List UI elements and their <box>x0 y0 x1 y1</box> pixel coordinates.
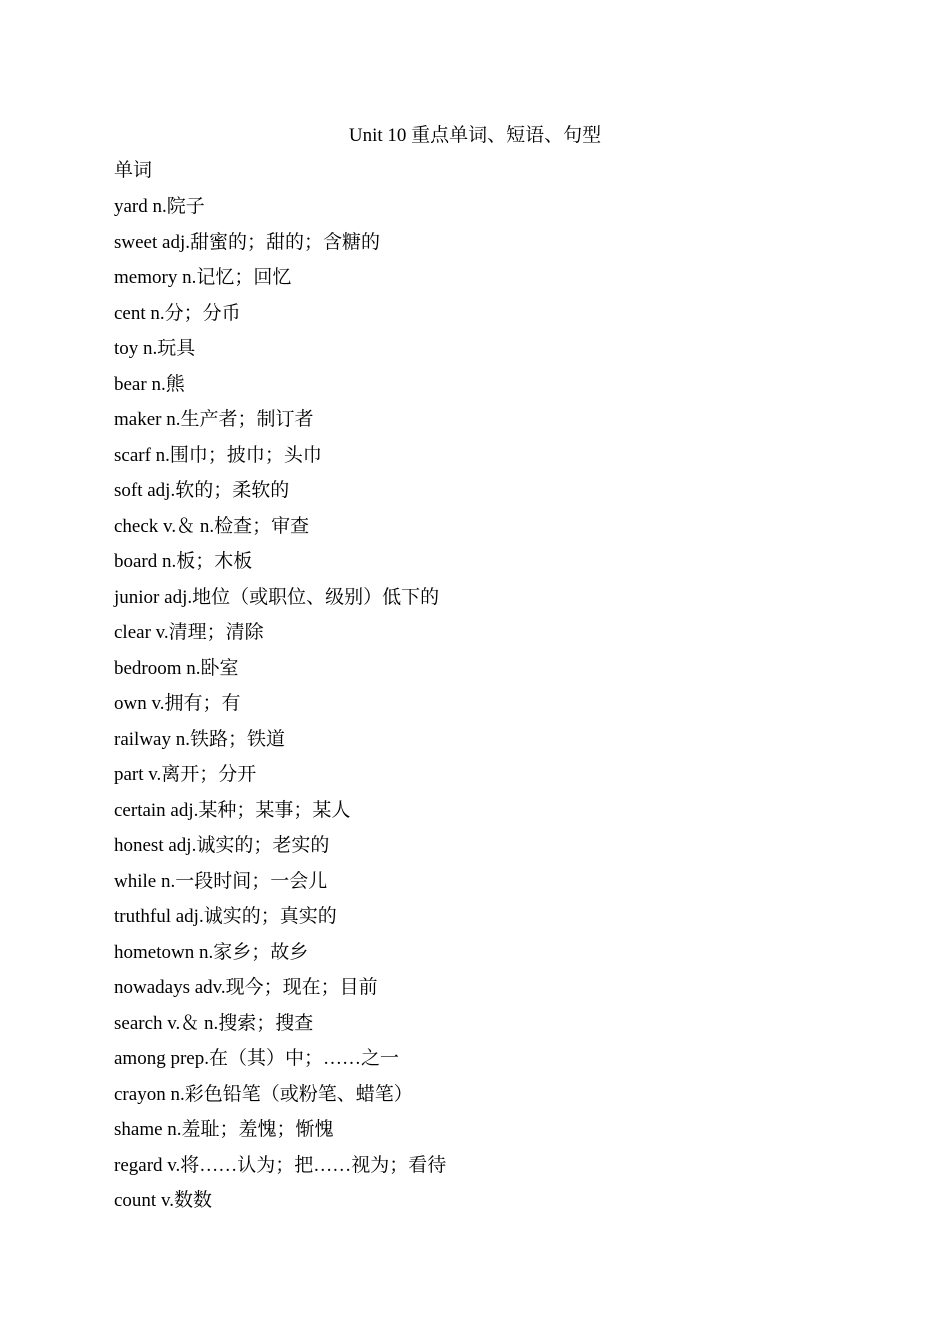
vocabulary-entry: board n.板；木板 <box>114 551 253 572</box>
section-heading-words: 单词 <box>114 160 153 181</box>
vocabulary-list <box>114 195 446 1225</box>
vocabulary-entry: bear n.熊 <box>114 373 185 395</box>
vocabulary-entry: soft adj.软的；柔软的 <box>114 480 290 501</box>
document-title: Unit 10 重点单词、短语、句型 <box>348 125 602 146</box>
vocabulary-entry: count v.数数 <box>114 1190 212 1211</box>
vocabulary-entry: scarf n.围巾；披巾；头巾 <box>114 444 322 466</box>
vocabulary-entry: railway n.铁路；铁道 <box>114 728 285 750</box>
vocabulary-entry: regard v.将……认为；把……视为；看待 <box>114 1154 447 1176</box>
vocabulary-entry: search v.＆ n.搜索；搜查 <box>114 1012 314 1034</box>
vocabulary-entry: yard n.院子 <box>114 196 205 217</box>
vocabulary-entry: maker n.生产者；制订者 <box>114 409 314 430</box>
vocabulary-entry: sweet adj.甜蜜的；甜的；含糖的 <box>114 231 380 253</box>
vocabulary-entry: honest adj.诚实的；老实的 <box>114 835 330 856</box>
vocabulary-entry: while n.一段时间；一会儿 <box>114 870 328 892</box>
vocabulary-entry: junior adj.地位（或职位、级别）低下的 <box>114 586 440 608</box>
vocabulary-entry: toy n.玩具 <box>114 338 196 359</box>
vocabulary-entry: truthful adj.诚实的；真实的 <box>114 906 337 927</box>
vocabulary-entry: certain adj.某种；某事；某人 <box>114 799 351 821</box>
vocabulary-entry: bedroom n.卧室 <box>114 657 239 679</box>
vocabulary-entry: part v.离开；分开 <box>114 764 257 785</box>
vocabulary-entry: among prep.在（其）中；……之一 <box>114 1048 399 1069</box>
vocabulary-entry: cent n.分；分币 <box>114 302 241 324</box>
vocabulary-entry: shame n.羞耻；羞愧；惭愧 <box>114 1119 334 1140</box>
vocabulary-entry: own v.拥有；有 <box>114 693 241 714</box>
vocabulary-entry: clear v.清理；清除 <box>114 622 264 643</box>
vocabulary-entry: crayon n.彩色铅笔（或粉笔、蜡笔） <box>114 1083 413 1105</box>
vocabulary-entry: check v.＆ n.检查；审查 <box>114 515 310 537</box>
vocabulary-entry: hometown n.家乡；故乡 <box>114 941 309 963</box>
vocabulary-entry: nowadays adv.现今；现在；目前 <box>114 977 378 998</box>
vocabulary-entry: memory n.记忆；回忆 <box>114 267 292 288</box>
